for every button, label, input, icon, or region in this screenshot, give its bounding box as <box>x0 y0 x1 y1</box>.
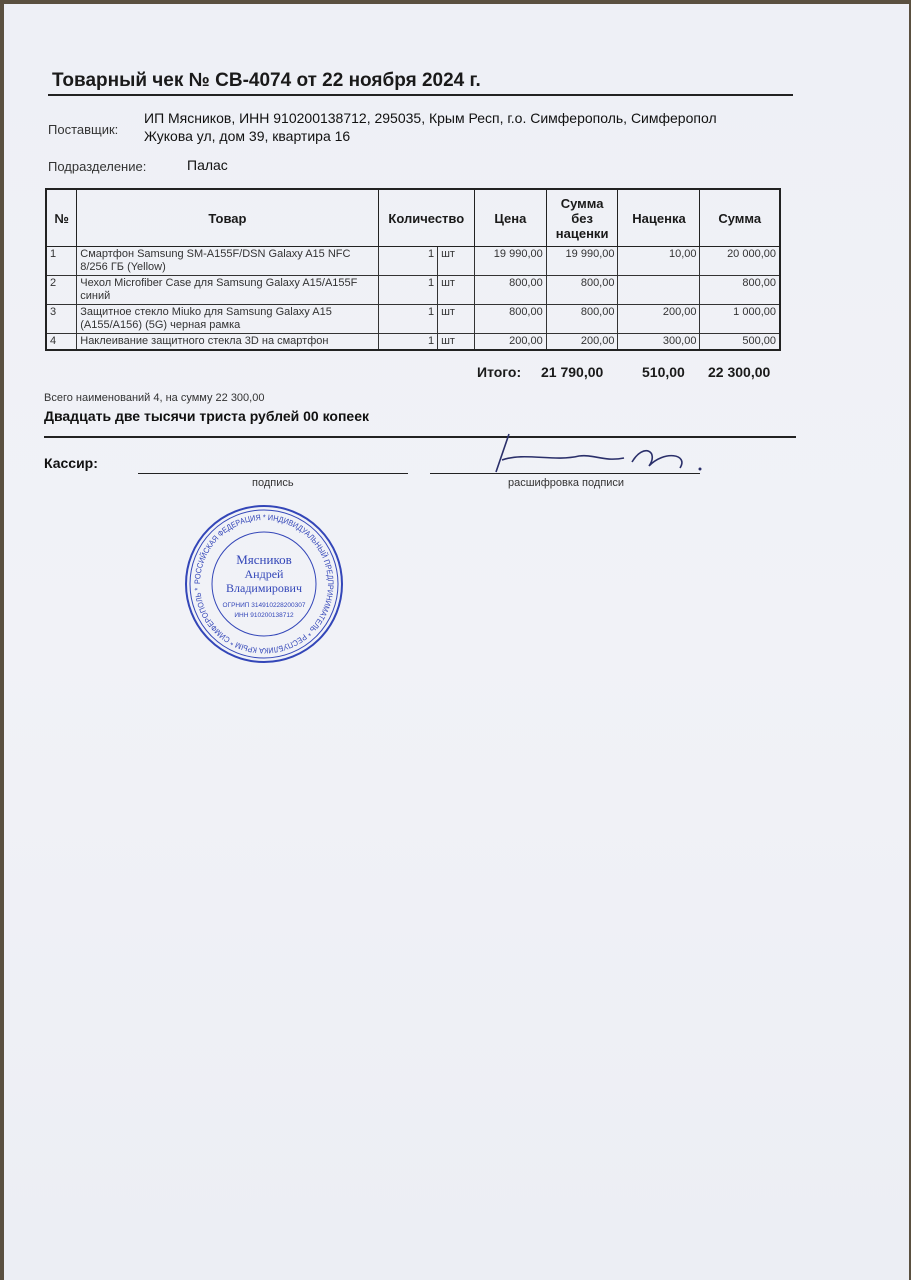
row-sum: 1 000,00 <box>700 305 780 334</box>
row-qty: 1 <box>378 334 437 351</box>
col-sum-base: Сумма без наценки <box>546 189 618 247</box>
row-sum-base: 800,00 <box>546 305 618 334</box>
row-qty: 1 <box>378 276 437 305</box>
supplier-label: Поставщик: <box>48 122 119 137</box>
table-row <box>46 334 780 351</box>
row-no: 2 <box>46 276 77 305</box>
row-sum: 800,00 <box>700 276 780 305</box>
row-unit: шт <box>438 305 475 334</box>
col-price: Цена <box>474 189 546 247</box>
items-table <box>45 188 781 351</box>
supplier-line2: Жукова ул, дом 39, квартира 16 <box>144 128 351 144</box>
items-count-line: Всего наименований 4, на сумму 22 300,00 <box>44 392 265 404</box>
divider <box>48 94 793 96</box>
svg-text:ОГРНИП 314910228200307: ОГРНИП 314910228200307 <box>222 602 306 609</box>
row-no: 4 <box>46 334 77 351</box>
col-qty: Количество <box>378 189 474 247</box>
division-label: Подразделение: <box>48 159 147 174</box>
table-row <box>46 305 780 334</box>
row-markup: 200,00 <box>618 305 700 334</box>
page-title: Товарный чек № СВ-4074 от 22 ноября 2024 г. <box>52 70 481 91</box>
handwritten-signature <box>484 432 714 479</box>
row-sum-base: 800,00 <box>546 276 618 305</box>
totals-markup: 510,00 <box>642 364 685 380</box>
row-unit: шт <box>438 276 475 305</box>
svg-text:Андрей: Андрей <box>244 567 284 581</box>
row-unit: шт <box>438 334 475 351</box>
row-item: Смартфон Samsung SM-A155F/DSN Galaxy A15 NFC 8/256 ГБ (Yellow) <box>77 247 378 276</box>
seal-stamp <box>174 504 354 669</box>
row-no: 3 <box>46 305 77 334</box>
col-item: Товар <box>77 189 378 247</box>
row-sum-base: 200,00 <box>546 334 618 351</box>
row-qty: 1 <box>378 305 437 334</box>
row-no: 1 <box>46 247 77 276</box>
svg-text:РОССИЙСКАЯ ФЕДЕРАЦИЯ * ИНДИВИД: РОССИЙСКАЯ ФЕДЕРАЦИЯ * ИНДИВИДУАЛЬНЫЙ ПРЕДПРИНИМАТЕЛЬ * РЕСПУБЛИКА КРЫМ * СИМФЕРОПОЛЬ * <box>192 512 336 656</box>
amount-in-words: Двадцать две тысячи триста рублей 00 копеек <box>44 408 370 424</box>
svg-text:ИНН 910200138712: ИНН 910200138712 <box>234 612 294 619</box>
row-price: 800,00 <box>474 305 546 334</box>
totals-label: Итого: <box>477 364 522 380</box>
signature-caption: подпись <box>252 477 294 489</box>
row-unit: шт <box>438 247 475 276</box>
cashier-label: Кассир: <box>44 455 98 471</box>
row-markup: 10,00 <box>618 247 700 276</box>
row-markup: 300,00 <box>618 334 700 351</box>
receipt-page <box>4 4 909 1280</box>
table-header-row <box>46 189 780 247</box>
row-price: 200,00 <box>474 334 546 351</box>
row-price: 800,00 <box>474 276 546 305</box>
totals-sum-base: 21 790,00 <box>541 364 604 380</box>
row-item: Защитное стекло Miuko для Samsung Galaxy A15 (A155/A156) (5G) черная рамка <box>77 305 378 334</box>
svg-text:Мясников: Мясников <box>236 552 292 567</box>
signature-line <box>138 473 408 474</box>
decode-caption: расшифровка подписи <box>508 477 625 489</box>
supplier-line1: ИП Мясников, ИНН 910200138712, 295035, Крым Респ, г.о. Симферополь, Симферопол <box>144 110 717 126</box>
row-qty: 1 <box>378 247 437 276</box>
row-sum: 20 000,00 <box>700 247 780 276</box>
svg-text:Владимирович: Владимирович <box>226 581 302 595</box>
table-row <box>46 247 780 276</box>
row-item: Чехол Microfiber Case для Samsung Galaxy A15/A155F синий <box>77 276 378 305</box>
col-sum: Сумма <box>700 189 780 247</box>
row-sum: 500,00 <box>700 334 780 351</box>
row-sum-base: 19 990,00 <box>546 247 618 276</box>
table-row <box>46 276 780 305</box>
col-no: № <box>46 189 77 247</box>
division-value: Палас <box>187 157 228 173</box>
totals-sum: 22 300,00 <box>708 364 771 380</box>
row-price: 19 990,00 <box>474 247 546 276</box>
row-item: Наклеивание защитного стекла 3D на смартфон <box>77 334 378 351</box>
row-markup <box>618 276 700 305</box>
col-markup: Наценка <box>618 189 700 247</box>
